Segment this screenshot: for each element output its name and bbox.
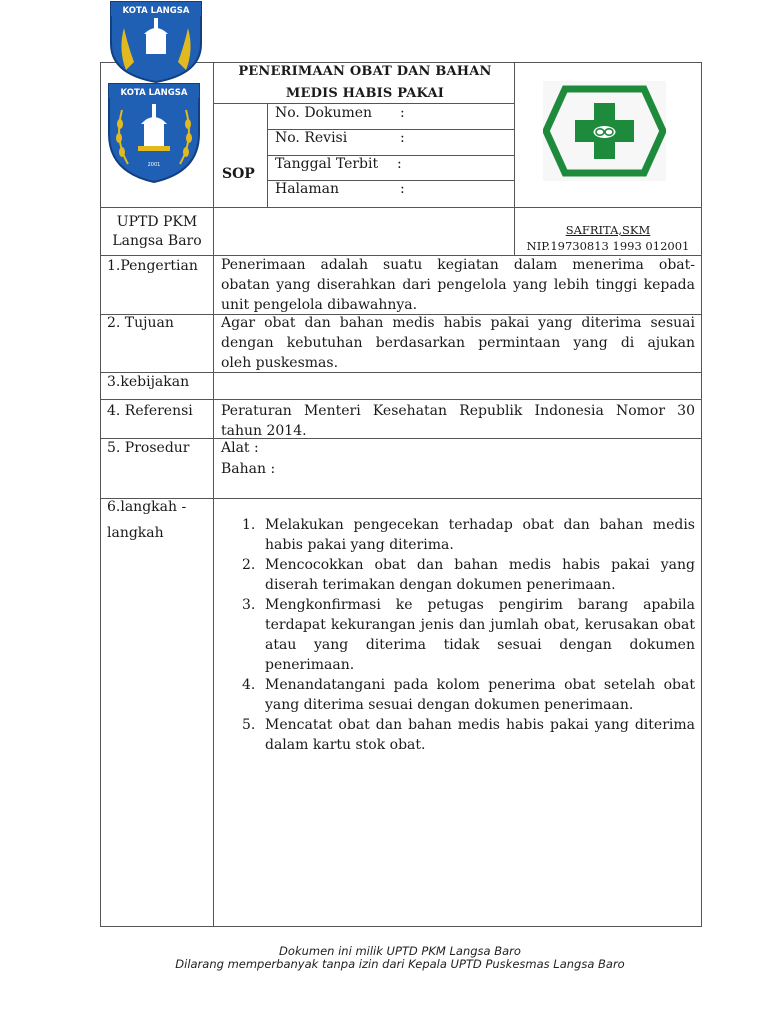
label-langkah-line2: langkah bbox=[107, 525, 164, 541]
referensi-line: Peraturan Menteri Kesehatan Republik Indonesia Nomor 30 bbox=[221, 403, 695, 419]
label-referensi: 4. Referensi bbox=[107, 403, 193, 419]
signer-name: SAFRITA,SKM bbox=[565, 223, 651, 237]
logo-city-label: KOTA LANGSA bbox=[120, 88, 188, 98]
document-title-line1: PENERIMAAN OBAT DAN BAHAN bbox=[238, 64, 492, 79]
field-halaman-sep: : bbox=[400, 181, 405, 197]
logo-year: 2001 bbox=[147, 162, 161, 168]
tujuan-line: dengan kebutuhan berdasarkan permintaan yang di ajukan bbox=[221, 335, 695, 351]
langkah-item: 4. Menandatangani pada kolom penerima obat setelah obat yang diterima sesuai dengan dokumen penerimaan. bbox=[242, 677, 695, 713]
field-no-revisi-sep: : bbox=[400, 130, 405, 146]
label-kebijakan: 3.kebijakan bbox=[107, 374, 190, 390]
footer-ownership: Dokumen ini milik UPTD PKM Langsa Baro bbox=[279, 944, 521, 958]
pengertian-line: Penerimaan adalah suatu kegiatan dalam menerima obat- bbox=[221, 257, 695, 273]
signer-nip: NIP.19730813 1993 012001 bbox=[526, 239, 690, 253]
pengertian-line: unit pengelola dibawahnya. bbox=[221, 297, 418, 313]
logo-city-label: KOTA LANGSA bbox=[122, 6, 190, 16]
label-langkah-line1: 6.langkah - bbox=[107, 499, 187, 515]
langkah-item: 1. Melakukan pengecekan terhadap obat dan bahan medis habis pakai yang diterima. bbox=[242, 517, 695, 553]
tujuan-line: Agar obat dan bahan medis habis pakai yang diterima sesuai bbox=[221, 315, 695, 331]
sop-label: SOP bbox=[222, 166, 255, 182]
langkah-item: 5. Mencatat obat dan bahan medis habis pakai yang diterima dalam kartu stok obat. bbox=[242, 717, 695, 753]
field-no-revisi-label: No. Revisi bbox=[275, 130, 348, 146]
referensi-line: tahun 2014. bbox=[221, 423, 307, 439]
label-pengertian: 1.Pengertian bbox=[107, 258, 198, 274]
field-tanggal-terbit-label: Tanggal Terbit bbox=[275, 156, 379, 172]
org-line1: UPTD PKM bbox=[116, 214, 198, 230]
field-halaman-label: Halaman bbox=[275, 181, 340, 197]
label-prosedur: 5. Prosedur bbox=[107, 440, 190, 456]
field-no-dokumen-sep: : bbox=[400, 105, 405, 121]
puskesmas-logo bbox=[543, 81, 666, 181]
tujuan-line: oleh puskesmas. bbox=[221, 355, 339, 371]
document-title-line2: MEDIS HABIS PAKAI bbox=[285, 86, 445, 101]
kota-langsa-logo-top bbox=[108, 0, 204, 84]
langkah-list bbox=[242, 515, 695, 755]
field-no-dokumen-label: No. Dokumen bbox=[275, 105, 373, 121]
field-tanggal-terbit-sep: : bbox=[397, 156, 402, 172]
prosedur-bahan: Bahan : bbox=[221, 461, 276, 477]
label-tujuan: 2. Tujuan bbox=[107, 315, 174, 331]
kota-langsa-logo bbox=[106, 82, 202, 184]
org-line2: Langsa Baro bbox=[112, 233, 202, 249]
footer-restriction: Dilarang memperbanyak tanpa izin dari Kepala UPTD Puskesmas Langsa Baro bbox=[175, 957, 625, 971]
langkah-item: 3. Mengkonfirmasi ke petugas pengirim barang apabila terdapat kekurangan jenis dan jumlah obat, kerusakan obat atau yang diterima tidak sesuai dengan dokumen penerimaan. bbox=[242, 597, 695, 673]
prosedur-alat: Alat : bbox=[221, 440, 259, 456]
langkah-item: 2. Mencocokkan obat dan bahan medis habis pakai yang diserah terimakan dengan dokumen penerimaan. bbox=[242, 557, 695, 593]
pengertian-line: obatan yang diserahkan dari pengelola yang lebih tinggi kepada bbox=[221, 277, 695, 293]
